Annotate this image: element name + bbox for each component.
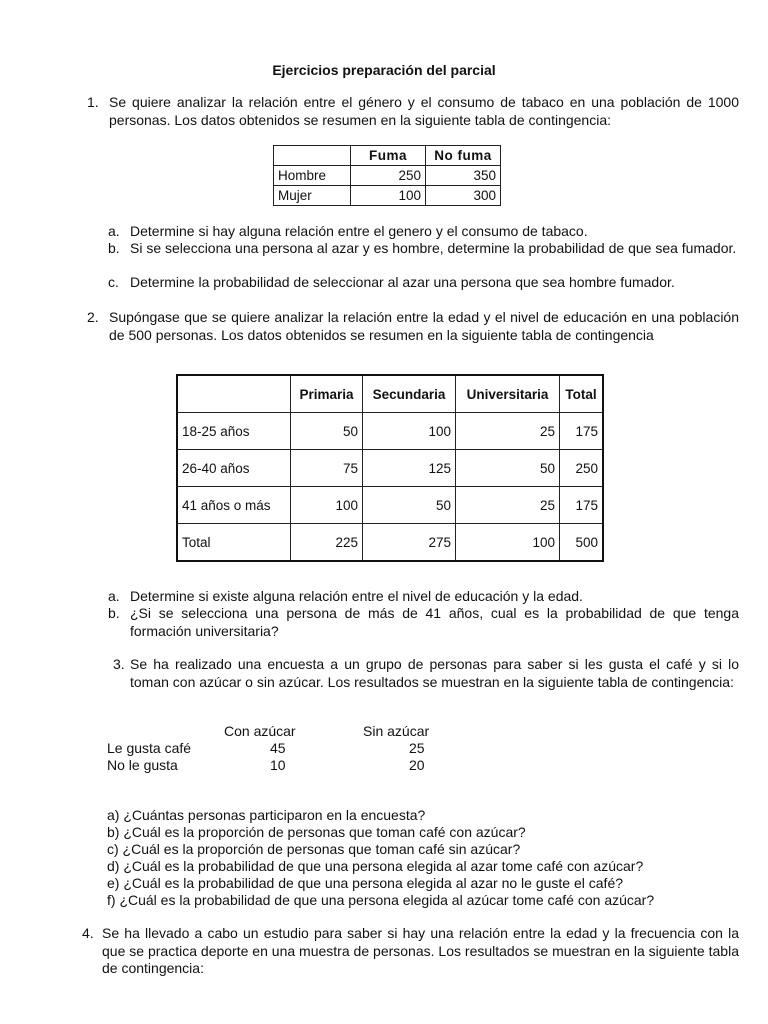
table-cell: 25 [456, 413, 560, 450]
table-cell: 175 [560, 487, 604, 524]
coffee-row-label: No le gusta [107, 757, 178, 773]
question-item: f) ¿Cuál es la probabilidad de que una persona elegida al azúcar tome café con azúcar? [107, 892, 655, 908]
exercise-1-text: Se quiere analizar la relación entre el género y el consumo de tabaco en una población de 1000 personas. Los datos obtenidos se resumen en la siguiente tabla de contingencia: [109, 94, 739, 128]
exercise-4-number: 4. [82, 925, 94, 941]
table-row [177, 413, 603, 450]
table-header-cell: Secundaria [363, 375, 456, 413]
item-label: a. [108, 223, 120, 239]
table-cell: 250 [560, 450, 604, 487]
table-header-row [177, 375, 603, 413]
table-cell: 100 [456, 524, 560, 562]
table-cell: 350 [426, 166, 501, 186]
item-text: ¿Si se selecciona una persona de más de 41 años, cual es la probabilidad de que tenga formación universitaria? [130, 605, 739, 639]
table-cell: 100 [291, 487, 363, 524]
tobacco-table [273, 145, 501, 206]
coffee-cell: 20 [409, 757, 425, 773]
coffee-cell: 45 [270, 740, 286, 756]
table-cell: 100 [363, 413, 456, 450]
table-cell: 26-40 años [177, 450, 291, 487]
item-label: a. [108, 588, 120, 604]
coffee-col-header: Sin azúcar [363, 723, 430, 739]
question-item: c) ¿Cuál es la proporción de personas que toman café sin azúcar? [107, 841, 521, 857]
table-row [177, 450, 603, 487]
table-cell: Mujer [274, 186, 351, 206]
table-cell: 50 [291, 413, 363, 450]
item-text: Determine la probabilidad de seleccionar al azar una persona que sea hombre fumador. [130, 274, 675, 290]
table-cell: 50 [456, 450, 560, 487]
table-cell: 250 [351, 166, 426, 186]
table-row [177, 524, 603, 562]
table-cell: 25 [456, 487, 560, 524]
question-item: a) ¿Cuántas personas participaron en la encuesta? [107, 807, 426, 823]
item-text: Si se selecciona una persona al azar y es hombre, determine la probabilidad de que sea fumador. [130, 240, 737, 256]
table-cell: 100 [351, 186, 426, 206]
table-row [274, 166, 501, 186]
table-cell: 175 [560, 413, 604, 450]
coffee-cell: 10 [270, 757, 286, 773]
table-cell: 225 [291, 524, 363, 562]
table-cell: 500 [560, 524, 604, 562]
table-header-cell: Fuma [351, 146, 426, 166]
table-cell: Hombre [274, 166, 351, 186]
education-table [176, 374, 604, 562]
exercise-3-text: Se ha realizado una encuesta a un grupo de personas para saber si les gusta el café y si lo toman con azúcar o sin azúcar. Los resultados se muestran en la siguiente tabla de contingencia: [130, 656, 739, 690]
coffee-cell: 25 [409, 740, 425, 756]
question-item: b) ¿Cuál es la proporción de personas que toman café con azúcar? [107, 824, 526, 840]
table-row [177, 487, 603, 524]
table-cell: 300 [426, 186, 501, 206]
table-header-cell: No fuma [426, 146, 501, 166]
coffee-row-label: Le gusta café [107, 740, 192, 756]
table-cell: 50 [363, 487, 456, 524]
table-cell: 75 [291, 450, 363, 487]
table-cell: 275 [363, 524, 456, 562]
table-cell: Total [177, 524, 291, 562]
exercise-2-text: Supóngase que se quiere analizar la relación entre la edad y el nivel de educación en una población de 500 personas. Los datos obtenidos se resumen en la siguiente tabla de contingencia [109, 309, 739, 343]
page-title: Ejercicios preparación del parcial [272, 62, 496, 78]
table-header-row [274, 146, 501, 166]
question-item: d) ¿Cuál es la probabilidad de que una persona elegida al azar tome café con azúcar? [107, 858, 644, 874]
item-label: b. [108, 605, 120, 621]
table-header-cell [177, 375, 291, 413]
table-header-cell: Universitaria [456, 375, 560, 413]
table-cell: 41 años o más [177, 487, 291, 524]
item-label: b. [108, 240, 120, 256]
coffee-col-header: Con azúcar [224, 723, 296, 739]
item-text: Determine si existe alguna relación entre el nivel de educación y la edad. [130, 588, 583, 604]
question-item: e) ¿Cuál es la probabilidad de que una persona elegida al azar no le guste el café? [107, 875, 624, 891]
item-label: c. [108, 274, 119, 290]
table-row [274, 186, 501, 206]
exercise-3-number: 3. [113, 656, 125, 672]
exercise-1-number: 1. [87, 94, 99, 110]
exercise-4-text: Se ha llevado a cabo un estudio para saber si hay una relación entre la edad y la frecuencia con la que se practica deporte en una muestra de personas. Los resultados se muestran en la siguiente tabla de contingencia: [102, 925, 739, 976]
table-cell: 18-25 años [177, 413, 291, 450]
table-header-cell [274, 146, 351, 166]
table-cell: 125 [363, 450, 456, 487]
exercise-2-number: 2. [87, 309, 99, 325]
item-text: Determine si hay alguna relación entre el genero y el consumo de tabaco. [130, 223, 588, 239]
table-header-cell: Primaria [291, 375, 363, 413]
table-header-cell: Total [560, 375, 604, 413]
